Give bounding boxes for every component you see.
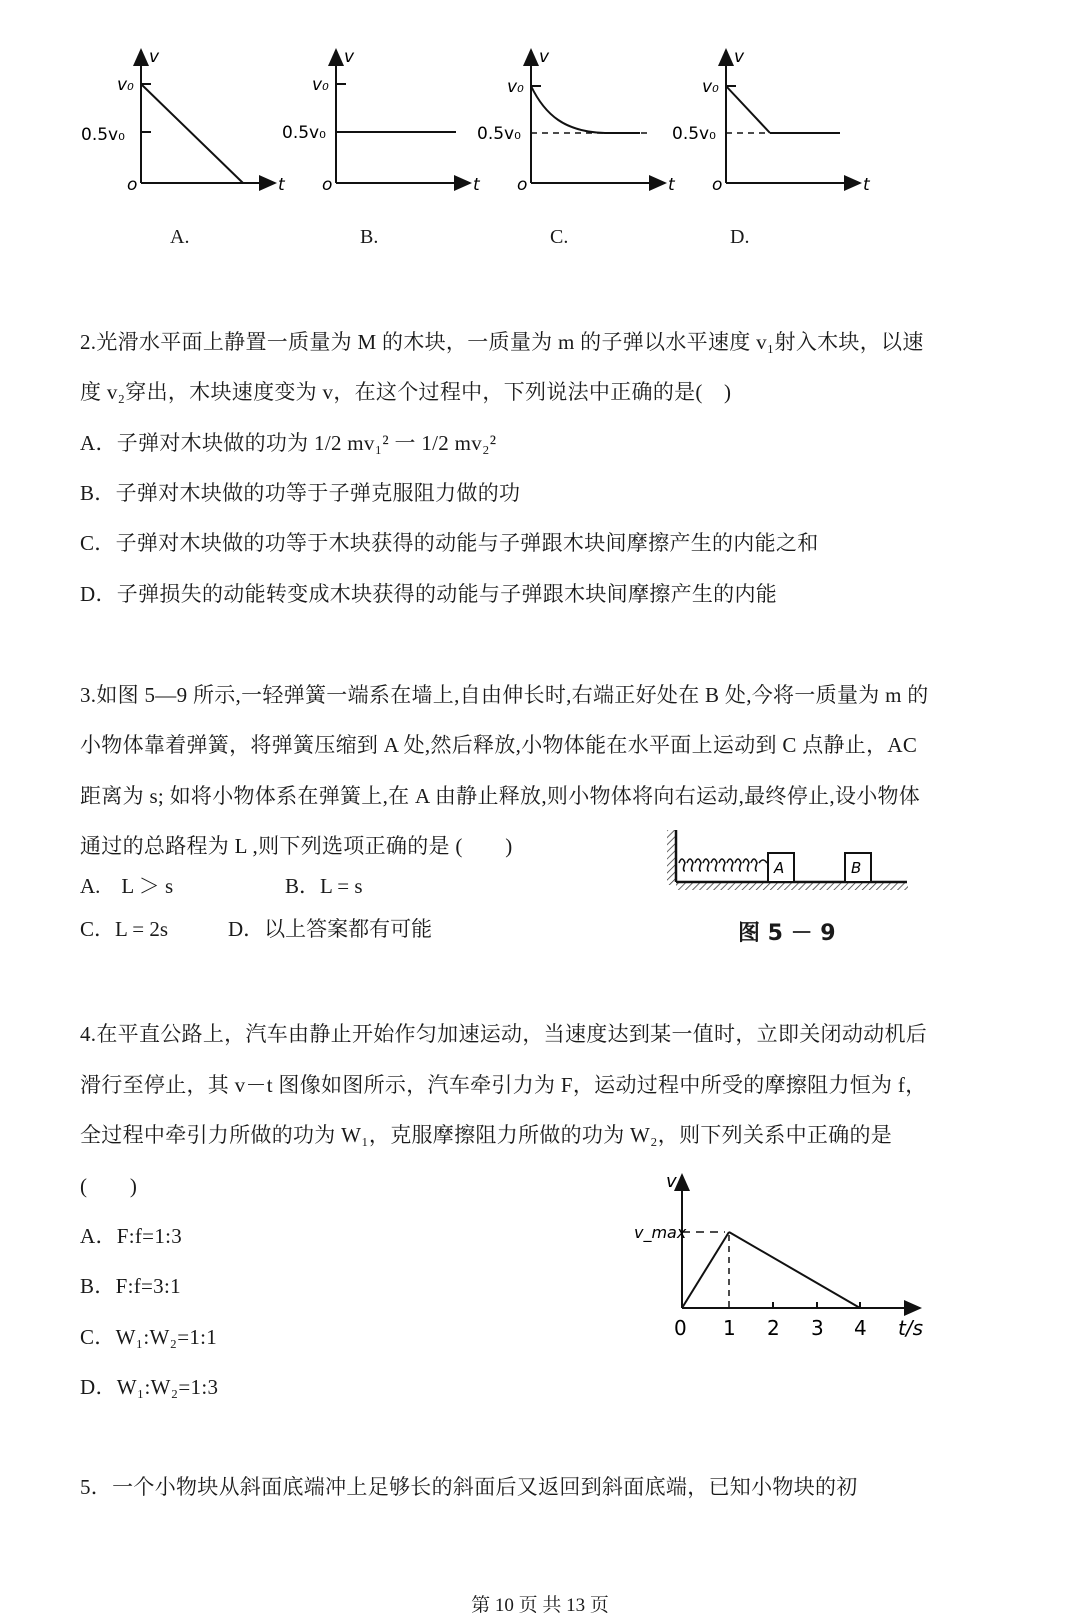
svg-text:o: o <box>127 175 138 195</box>
svg-text:v₀: v₀ <box>312 75 329 95</box>
svg-text:v_max: v_max <box>634 1223 687 1242</box>
graph-caption-a: A. <box>170 226 190 248</box>
q5-stem-line1: 5．一个小物块从斜面底端冲上足够长的斜面后又返回到斜面底端，已知小物块的初 <box>80 1475 858 1499</box>
q2-option-c: C．子弹对木块做的功等于木块获得的动能与子弹跟木块间摩擦产生的内能之和 <box>80 531 819 555</box>
svg-text:t: t <box>863 175 870 195</box>
spring-figure-caption: 图 5 － 9 <box>738 921 836 946</box>
q3-option-b: B．L = s <box>285 874 363 898</box>
q3-stem-line1: 3.如图 5—9 所示,一轻弹簧一端系在墙上,自由伸长时,右端正好处在 B 处,今将一质量为 m 的 <box>80 683 929 707</box>
q1-graph-a <box>75 40 295 200</box>
svg-text:v: v <box>734 47 745 67</box>
svg-text:t: t <box>473 175 480 195</box>
svg-text:v: v <box>344 47 355 67</box>
svg-text:v: v <box>666 1171 677 1192</box>
page-number: 第 10 页 共 13 页 <box>471 1595 609 1616</box>
q2-option-d: D．子弹损失的动能转变成木块获得的动能与子弹跟木块间摩擦产生的内能 <box>80 582 778 606</box>
svg-text:0: 0 <box>674 1316 687 1340</box>
q1-graph-d <box>660 40 880 200</box>
svg-text:B: B <box>851 859 862 877</box>
svg-text:0.5v₀: 0.5v₀ <box>672 124 716 144</box>
q3-stem-line2: 小物体靠着弹簧，将弹簧压缩到 A 处,然后释放,小物体能在水平面上运动到 C 点静止，AC <box>80 733 918 757</box>
svg-text:3: 3 <box>811 1316 824 1340</box>
svg-text:v₀: v₀ <box>117 75 134 95</box>
svg-text:v: v <box>149 47 160 67</box>
svg-text:v₀: v₀ <box>702 77 719 97</box>
graph-caption-d: D. <box>730 226 750 248</box>
q4-stem-line4: ( ) <box>80 1174 138 1198</box>
svg-text:t: t <box>278 175 285 195</box>
q4-option-d: D．W₁:W₂=1:3 <box>80 1375 219 1399</box>
svg-text:o: o <box>517 175 528 195</box>
svg-text:o: o <box>322 175 333 195</box>
q1-graph-b <box>270 40 490 200</box>
q2-stem-line2: 度 v₂穿出，木块速度变为 v，在这个过程中，下列说法中正确的是( ) <box>80 380 732 404</box>
svg-text:t/s: t/s <box>898 1316 923 1340</box>
q1-graph-c <box>465 40 685 200</box>
q4-stem-line2: 滑行至停止，其 v－t 图像如图所示，汽车牵引力为 F，运动过程中所受的摩擦阻力恒为 f， <box>80 1073 927 1097</box>
q4-stem-line3: 全过程中牵引力所做的功为 W₁，克服摩擦阻力所做的功为 W₂，则下列关系中正确的是 <box>80 1123 893 1147</box>
svg-text:0.5v₀: 0.5v₀ <box>81 125 125 145</box>
q4-stem-line1: 4.在平直公路上，汽车由静止开始作匀加速运动，当速度达到某一值时，立即关闭动动机后 <box>80 1022 928 1046</box>
graph-caption-b: B. <box>360 226 379 248</box>
q3-option-d: D．以上答案都有可能 <box>228 917 433 941</box>
svg-text:4: 4 <box>854 1316 867 1340</box>
q3-stem-line4: 通过的总路程为 L ,则下列选项正确的是 ( ) <box>80 834 513 858</box>
svg-text:o: o <box>712 175 723 195</box>
q2-stem-line1: 2.光滑水平面上静置一质量为 M 的木块，一质量为 m 的子弹以水平速度 v₁射入木块，以速 <box>80 330 924 354</box>
graph-caption-c: C. <box>550 226 569 248</box>
svg-text:2: 2 <box>767 1316 780 1340</box>
q4-option-a: A．F:f=1:3 <box>80 1224 183 1248</box>
svg-text:A: A <box>774 859 785 877</box>
q3-stem-line3: 距离为 s; 如将小物体系在弹簧上,在 A 由静止释放,则小物体将向右运动,最终停止,设小物体 <box>80 784 921 808</box>
svg-text:0.5v₀: 0.5v₀ <box>282 123 326 143</box>
q2-option-a: A．子弹对木块做的功为 1/2 mv₁² 一 1/2 mv₂² <box>80 431 497 455</box>
q3-option-c: C．L = 2s <box>80 917 169 941</box>
svg-text:v: v <box>539 47 550 67</box>
q2-option-b: B．子弹对木块做的功等于子弹克服阻力做的功 <box>80 481 521 505</box>
spring-figure <box>665 825 915 895</box>
svg-text:0.5v₀: 0.5v₀ <box>477 124 521 144</box>
q4-option-b: B．F:f=3:1 <box>80 1274 181 1298</box>
svg-text:1: 1 <box>723 1316 736 1340</box>
q3-option-a: A. L ＞ s <box>80 874 174 898</box>
q4-option-c: C．W₁:W₂=1:1 <box>80 1325 218 1349</box>
svg-text:t: t <box>668 175 675 195</box>
vt-graph <box>630 1165 940 1350</box>
svg-text:v₀: v₀ <box>507 77 524 97</box>
